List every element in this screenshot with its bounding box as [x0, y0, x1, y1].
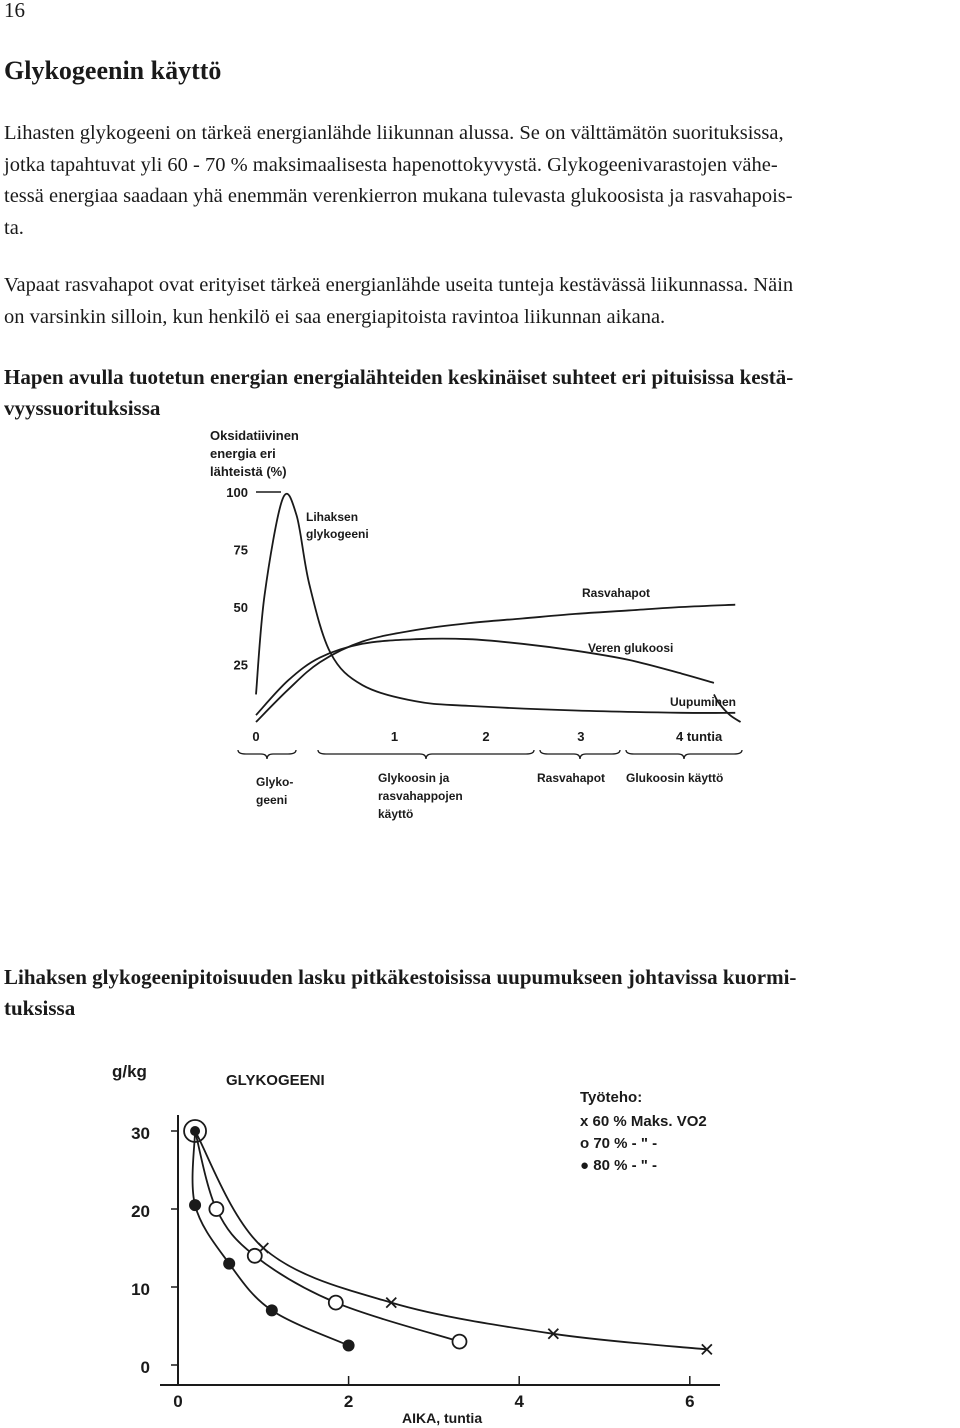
section-title-line: vyyssuorituksissa [4, 396, 161, 420]
x-tick-label: 0 [173, 1392, 183, 1411]
y-tick-label: 50 [233, 600, 248, 615]
fatty-acid-label: Rasvahapot [582, 586, 651, 600]
y-tick-label: 0 [140, 1358, 150, 1377]
paragraph-line: tessä energiaa saadaan yhä enemmän verenkierron mukana tulevasta glukoosista ja rasvahapois- [4, 185, 793, 207]
y-tick-label: 20 [131, 1202, 150, 1221]
y-axis-label: g/kg [112, 1062, 147, 1081]
y-tick-label: 75 [233, 542, 248, 558]
y-tick-label: 30 [131, 1124, 150, 1143]
phase-label: Glykoosin ja [378, 771, 450, 785]
x-tick-label: 6 [685, 1392, 695, 1411]
x-tick-label: 4 [514, 1392, 524, 1411]
exhaustion-label: Uupuminen [670, 695, 736, 709]
open-marker [452, 1335, 466, 1349]
x-marker [386, 1298, 396, 1308]
blood-glucose-label: Veren glukoosi [588, 641, 674, 655]
legend-entry: ● 80 % - " - [580, 1157, 658, 1174]
chart-title: GLYKOGEENI [226, 1072, 325, 1089]
filled-marker [189, 1199, 201, 1211]
filled-marker [343, 1340, 355, 1352]
phase-label: Glyko- [256, 775, 294, 789]
filled-marker [223, 1258, 235, 1270]
y-tick-label: 25 [233, 657, 248, 673]
legend-title: Työteho: [580, 1089, 643, 1106]
paragraph-line: ta. [4, 216, 24, 239]
open-marker [248, 1249, 262, 1263]
y-tick-label: 10 [131, 1280, 150, 1299]
start-marker [190, 1126, 200, 1136]
phase-label: geeni [256, 793, 288, 807]
x-tick-label: 3 [577, 729, 585, 744]
paragraph-line: jotka tapahtuvat yli 60 - 70 % maksimaalisesta hapenottokyvystä. Glykogeenivarastojen vähe- [4, 153, 778, 176]
filled-marker [266, 1304, 278, 1316]
x-axis-label: AIKA, tuntia [402, 1410, 483, 1426]
section-title-line: Lihaksen glykogeenipitoisuuden lasku pitkäkestoisissa uupumukseen johtavissa kuormi- [4, 965, 797, 989]
x-tick-label: 2 [343, 1392, 354, 1411]
open-marker [209, 1202, 223, 1216]
page-heading: Glykogeenin käyttö [4, 56, 222, 85]
page-number: 16 [4, 0, 25, 22]
phase-label: käyttö [378, 807, 414, 821]
section-title-line: Hapen avulla tuotetun energian energialähteiden keskinäiset suhteet eri pituisissa kestä- [4, 365, 794, 389]
phase-label: Rasvahapot [537, 771, 606, 785]
open-marker [329, 1296, 343, 1310]
y-tick-label: 100 [226, 485, 248, 500]
y-axis-label: Oksidatiivinen [210, 428, 299, 443]
y-axis-label: energia eri [210, 446, 276, 461]
paragraph-line: Vapaat rasvahapot ovat erityiset tärkeä energianlähde useita tunteja kestävässä liikunnassa. Näin [4, 274, 794, 296]
x-tick-label: 2 [482, 729, 490, 744]
x-tick-label: 4 tuntia [676, 729, 723, 744]
phase-label: Glukoosin käyttö [626, 771, 724, 785]
paragraph-line: on varsinkin silloin, kun henkilö ei saa energiapitoista ravintoa liikunnan aikana. [4, 305, 666, 328]
x-tick-label: 1 [390, 729, 399, 744]
legend-entry: o 70 % - " - [580, 1135, 658, 1152]
legend-entry: x 60 % Maks. VO2 [580, 1113, 707, 1130]
y-axis-label: lähteistä (%) [210, 464, 287, 479]
x-tick-label: 0 [252, 729, 260, 744]
glycogen-label: glykogeeni [306, 527, 369, 541]
section-title-line: tuksissa [4, 996, 76, 1020]
glycogen-label: Lihaksen [306, 510, 359, 524]
phase-label: rasvahappojen [378, 789, 463, 803]
paragraph-line: Lihasten glykogeeni on tärkeä energianlähde liikunnan alussa. Se on välttämätön suorituksissa, [4, 122, 784, 144]
